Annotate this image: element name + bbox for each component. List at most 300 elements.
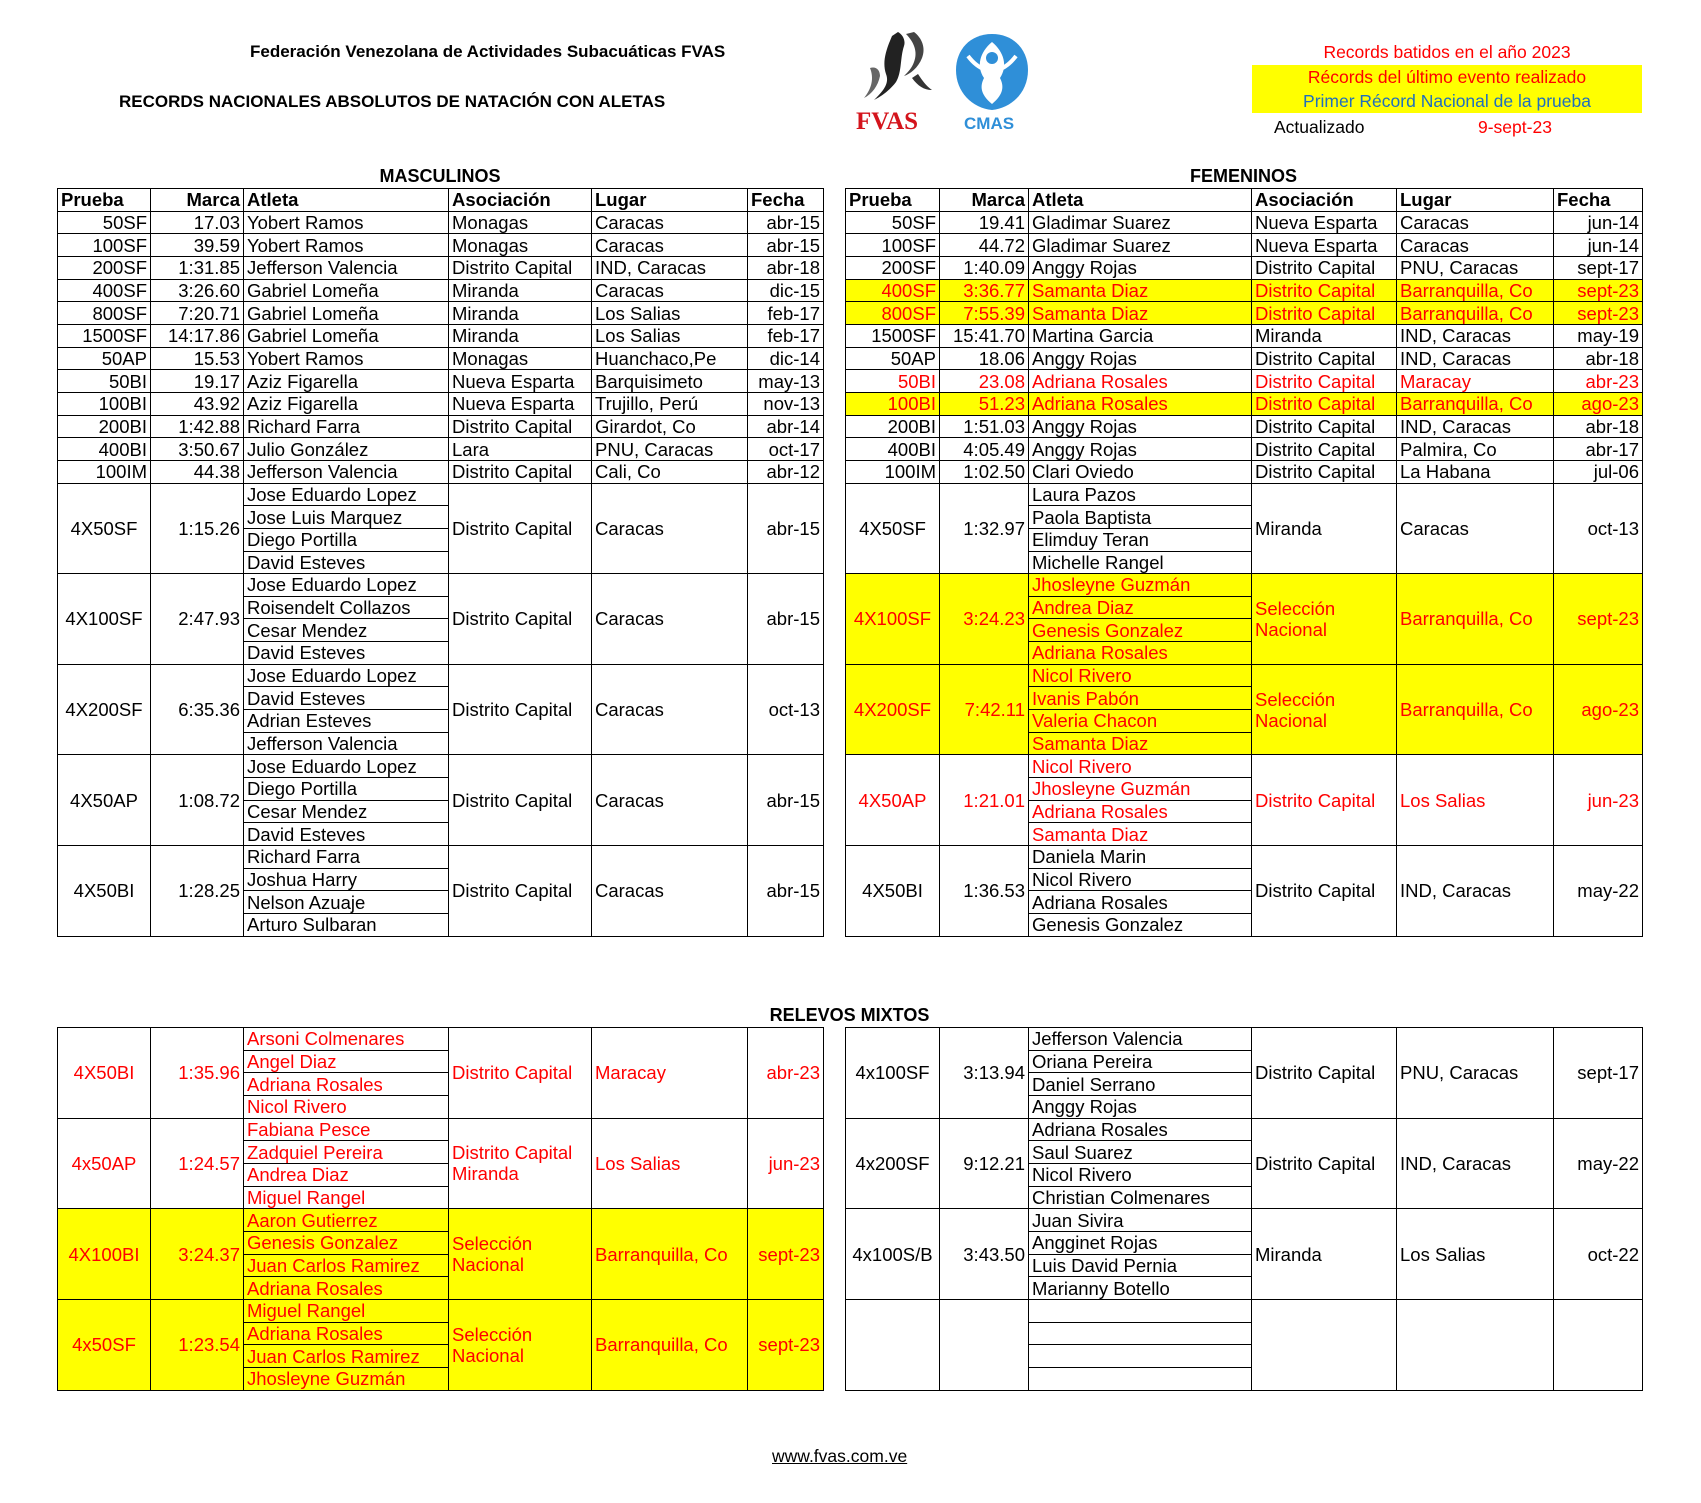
athlete-cell: Adriana Rosales [244,1322,449,1345]
athlete-cell: Nicol Rivero [1029,755,1252,778]
association-line: Nacional [1255,709,1327,731]
association-cell [449,574,592,665]
time-cell: 51.23 [940,392,1029,415]
athlete-cell: Gabriel Lomeña [244,324,449,347]
athlete-cell: Anggy Rojas [1029,438,1252,461]
fvas-logo-text: FVAS [856,108,919,135]
time-cell: 3:43.50 [940,1209,1029,1300]
place-cell: Barranquilla, Co [1397,279,1554,302]
time-cell: 7:20.71 [151,302,244,325]
place-cell: Trujillo, Perú [592,392,748,415]
event-cell: 800SF [58,302,151,325]
place-cell: Caracas [592,846,748,937]
date-cell: jul-06 [1554,460,1643,483]
date-cell: sept-23 [1554,302,1643,325]
athlete-cell: Juan Carlos Ramirez [244,1254,449,1277]
event-cell: 4x200SF [846,1118,940,1209]
date-cell: nov-13 [748,392,824,415]
date-cell: oct-17 [748,438,824,461]
association-cell: Distrito Capital [449,415,592,438]
column-header-time: Marca [151,189,244,212]
column-header-association: Asociación [1252,189,1397,212]
table-row [58,460,824,483]
place-cell: PNU, Caracas [592,438,748,461]
women-records-table [845,188,1643,937]
place-cell: Huanchaco,Pe [592,347,748,370]
date-cell [1554,1299,1643,1390]
table-row [58,302,824,325]
table-row [58,370,824,393]
athlete-cell [1029,1299,1252,1322]
association-cell: Distrito Capital [1252,370,1397,393]
association-line: Miranda [1255,1243,1322,1265]
athlete-cell: Oriana Pereira [1029,1050,1252,1073]
mixed-section-title: RELEVOS MIXTOS [769,1005,930,1025]
updated-date: 9-sept-23 [1478,117,1552,137]
athlete-cell: Yobert Ramos [244,211,449,234]
athlete-cell: Samanta Diaz [1029,302,1252,325]
athlete-cell: Diego Portilla [244,778,449,801]
athlete-cell: Paola Baptista [1029,506,1252,529]
event-cell: 400BI [846,438,940,461]
column-header-date: Fecha [1554,189,1643,212]
athlete-cell: Anggy Rojas [1029,347,1252,370]
association-cell [1252,755,1397,846]
association-cell [449,483,592,574]
date-cell: feb-17 [748,302,824,325]
association-cell [1252,846,1397,937]
association-cell [449,1299,592,1390]
time-cell: 15:41.70 [940,324,1029,347]
athlete-cell: Gabriel Lomeña [244,302,449,325]
date-cell: jun-14 [1554,211,1643,234]
event-cell: 4X100SF [58,574,151,665]
athlete-cell: Michelle Rangel [1029,551,1252,574]
table-row [846,302,1643,325]
time-cell: 18.06 [940,347,1029,370]
relay-row [58,755,824,778]
athlete-cell: Genesis Gonzalez [1029,619,1252,642]
association-line: Selección [452,1323,533,1345]
time-cell: 15.53 [151,347,244,370]
date-cell: may-19 [1554,324,1643,347]
cmas-emblem-icon [950,30,1034,114]
date-cell: jun-14 [1554,234,1643,257]
date-cell: abr-23 [748,1028,824,1119]
page-title: RECORDS NACIONALES ABSOLUTOS DE NATACIÓN CON ALETAS [119,92,666,111]
date-cell: sept-23 [748,1209,824,1300]
column-header-athlete: Atleta [1029,189,1252,212]
relay-row [846,1209,1643,1232]
athlete-cell: Yobert Ramos [244,234,449,257]
time-cell [940,1299,1029,1390]
event-cell: 4X50BI [846,846,940,937]
athlete-cell: Adriana Rosales [1029,370,1252,393]
table-row [846,415,1643,438]
athlete-cell: Jhosleyne Guzmán [1029,778,1252,801]
event-cell: 400SF [846,279,940,302]
place-cell: Caracas [592,211,748,234]
association-line: Selección [452,1233,533,1255]
column-header-place: Lugar [1397,189,1554,212]
time-cell: 3:24.37 [151,1209,244,1300]
athlete-cell: Miguel Rangel [244,1186,449,1209]
athlete-cell: Angginet Rojas [1029,1231,1252,1254]
place-cell: Los Salias [1397,1209,1554,1300]
time-cell: 3:24.23 [940,574,1029,665]
time-cell: 4:05.49 [940,438,1029,461]
association-cell: Distrito Capital [1252,415,1397,438]
association-cell [449,1118,592,1209]
date-cell: abr-23 [1554,370,1643,393]
cmas-logo [950,30,1034,136]
table-row [58,324,824,347]
association-line: Distrito Capital [452,1062,573,1084]
time-cell: 19.17 [151,370,244,393]
association-cell [449,1209,592,1300]
time-cell: 1:23.54 [151,1299,244,1390]
athlete-cell: David Esteves [244,823,449,846]
place-cell: Caracas [592,755,748,846]
place-cell: IND, Caracas [1397,1118,1554,1209]
event-cell: 1500SF [58,324,151,347]
legend-last-event: Récords del último evento realizado [1252,65,1642,89]
date-cell: feb-17 [748,324,824,347]
event-cell: 4X200SF [846,664,940,755]
place-cell: Barranquilla, Co [1397,302,1554,325]
place-cell: Barranquilla, Co [592,1299,748,1390]
athlete-cell: Adriana Rosales [244,1073,449,1096]
athlete-cell: Arsoni Colmenares [244,1028,449,1051]
athlete-cell [1029,1345,1252,1368]
association-cell: Miranda [449,302,592,325]
date-cell: abr-15 [748,211,824,234]
table-row [846,392,1643,415]
time-cell: 43.92 [151,392,244,415]
athlete-cell: Zadquiel Pereira [244,1141,449,1164]
event-cell: 50SF [58,211,151,234]
athlete-cell: Richard Farra [244,415,449,438]
association-cell: Distrito Capital [449,256,592,279]
date-cell: ago-23 [1554,664,1643,755]
date-cell: sept-23 [1554,279,1643,302]
table-row [846,460,1643,483]
place-cell: Caracas [1397,234,1554,257]
time-cell: 1:36.53 [940,846,1029,937]
time-cell: 3:13.94 [940,1028,1029,1119]
association-cell: Distrito Capital [1252,302,1397,325]
athlete-cell: Adriana Rosales [1029,800,1252,823]
relay-row [846,1299,1643,1322]
time-cell: 6:35.36 [151,664,244,755]
association-line: Miranda [452,1163,519,1185]
athlete-cell: Clari Oviedo [1029,460,1252,483]
athlete-cell: Valeria Chacon [1029,710,1252,733]
time-cell: 1:35.96 [151,1028,244,1119]
table-row [58,234,824,257]
athlete-cell: Christian Colmenares [1029,1186,1252,1209]
athlete-cell: Jhosleyne Guzmán [1029,574,1252,597]
event-cell: 4X100BI [58,1209,151,1300]
relay-row [846,483,1643,506]
athlete-cell: Adriana Rosales [1029,1118,1252,1141]
athlete-cell: Samanta Diaz [1029,823,1252,846]
date-cell: oct-13 [748,664,824,755]
time-cell: 1:42.88 [151,415,244,438]
updated-label: Actualizado [1274,117,1365,137]
athlete-cell: Cesar Mendez [244,619,449,642]
men-section-title: MASCULINOS [379,166,501,186]
athlete-cell: Andrea Diaz [244,1163,449,1186]
column-header-place: Lugar [592,189,748,212]
event-cell: 4X200SF [58,664,151,755]
time-cell: 44.72 [940,234,1029,257]
association-cell: Distrito Capital [1252,256,1397,279]
date-cell: abr-15 [748,234,824,257]
date-cell: sept-17 [1554,256,1643,279]
column-header-event: Prueba [846,189,940,212]
table-row [846,347,1643,370]
mixed-relays-left-table [57,1027,824,1391]
athlete-cell: Jefferson Valencia [1029,1028,1252,1051]
place-cell: Caracas [592,279,748,302]
place-cell: IND, Caracas [1397,846,1554,937]
time-cell: 17.03 [151,211,244,234]
date-cell: abr-18 [748,256,824,279]
athlete-cell: Gabriel Lomeña [244,279,449,302]
athlete-cell: Arturo Sulbaran [244,914,449,937]
association-cell: Miranda [449,279,592,302]
athlete-cell: Anggy Rojas [1029,1095,1252,1118]
athlete-cell: Nelson Azuaje [244,891,449,914]
athlete-cell: Fabiana Pesce [244,1118,449,1141]
time-cell: 19.41 [940,211,1029,234]
time-cell: 3:50.67 [151,438,244,461]
date-cell: abr-15 [748,483,824,574]
association-line: Distrito Capital [452,608,573,630]
place-cell: Cali, Co [592,460,748,483]
women-section-title: FEMENINOS [1189,166,1297,186]
place-cell: Los Salias [592,1118,748,1209]
association-cell [1252,483,1397,574]
association-cell: Miranda [1252,324,1397,347]
table-header-row [58,189,824,212]
association-line: Distrito Capital [452,880,573,902]
athlete-cell [1029,1322,1252,1345]
time-cell: 44.38 [151,460,244,483]
relay-row [846,664,1643,687]
place-cell: Caracas [592,234,748,257]
association-line: Selección [1255,688,1336,710]
athlete-cell: Gladimar Suarez [1029,234,1252,257]
athlete-cell: Joshua Harry [244,868,449,891]
table-row [846,279,1643,302]
event-cell: 4x50AP [58,1118,151,1209]
table-row [846,234,1643,257]
association-cell [1252,1118,1397,1209]
column-header-event: Prueba [58,189,151,212]
athlete-cell: Nicol Rivero [1029,664,1252,687]
athlete-cell [1029,1367,1252,1390]
time-cell: 1:08.72 [151,755,244,846]
athlete-cell: Saul Suarez [1029,1141,1252,1164]
date-cell: abr-18 [1554,347,1643,370]
relay-row [58,1118,824,1141]
time-cell: 1:02.50 [940,460,1029,483]
relay-row [846,1118,1643,1141]
athlete-cell: Daniela Marin [1029,846,1252,869]
event-cell: 1500SF [846,324,940,347]
place-cell: PNU, Caracas [1397,256,1554,279]
relay-row [846,846,1643,869]
relay-row [58,1209,824,1232]
time-cell: 7:42.11 [940,664,1029,755]
place-cell: IND, Caracas [1397,324,1554,347]
association-line: Distrito Capital [452,789,573,811]
association-cell [1252,664,1397,755]
date-cell: may-22 [1554,1118,1643,1209]
athlete-cell: Luis David Pernia [1029,1254,1252,1277]
place-cell: Caracas [1397,211,1554,234]
association-cell: Lara [449,438,592,461]
association-cell [449,664,592,755]
athlete-cell: Adriana Rosales [1029,392,1252,415]
website-link[interactable]: www.fvas.com.ve [772,1446,908,1466]
time-cell: 1:51.03 [940,415,1029,438]
association-cell [1252,1299,1397,1390]
time-cell: 23.08 [940,370,1029,393]
date-cell: abr-12 [748,460,824,483]
place-cell: Los Salias [592,302,748,325]
men-records-table [57,188,824,937]
association-cell: Monagas [449,347,592,370]
athlete-cell: Genesis Gonzalez [244,1231,449,1254]
place-cell: IND, Caracas [592,256,748,279]
table-row [58,279,824,302]
place-cell [1397,1299,1554,1390]
cmas-logo-text: CMAS [964,114,1015,133]
place-cell: Caracas [592,483,748,574]
event-cell: 50SF [846,211,940,234]
relay-row [58,846,824,869]
event-cell: 100IM [58,460,151,483]
relay-row [846,574,1643,597]
association-line: Nacional [452,1254,524,1276]
athlete-cell: Jefferson Valencia [244,732,449,755]
athlete-cell: Samanta Diaz [1029,732,1252,755]
table-row [846,438,1643,461]
relay-row [846,755,1643,778]
place-cell: Barranquilla, Co [592,1209,748,1300]
date-cell: abr-15 [748,846,824,937]
date-cell: jun-23 [748,1118,824,1209]
athlete-cell: Laura Pazos [1029,483,1252,506]
date-cell: may-22 [1554,846,1643,937]
time-cell: 1:31.85 [151,256,244,279]
athlete-cell: Jefferson Valencia [244,256,449,279]
table-row [846,324,1643,347]
event-cell: 50BI [846,370,940,393]
date-cell: jun-23 [1554,755,1643,846]
athlete-cell: David Esteves [244,642,449,665]
date-cell: abr-17 [1554,438,1643,461]
athlete-cell: David Esteves [244,687,449,710]
athlete-cell: Martina Garcia [1029,324,1252,347]
association-cell: Distrito Capital [1252,438,1397,461]
athlete-cell: Roisendelt Collazos [244,596,449,619]
association-cell: Monagas [449,211,592,234]
time-cell: 7:55.39 [940,302,1029,325]
athlete-cell: Genesis Gonzalez [1029,914,1252,937]
athlete-cell: Angel Diaz [244,1050,449,1073]
event-cell: 4X50AP [58,755,151,846]
table-row [846,370,1643,393]
athlete-cell: Jose Eduardo Lopez [244,664,449,687]
relay-row [58,1028,824,1051]
event-cell: 100IM [846,460,940,483]
date-cell: abr-14 [748,415,824,438]
event-cell: 800SF [846,302,940,325]
date-cell: abr-15 [748,755,824,846]
place-cell: IND, Caracas [1397,415,1554,438]
date-cell: dic-15 [748,279,824,302]
event-cell: 50AP [846,347,940,370]
time-cell: 1:40.09 [940,256,1029,279]
association-line: Selección [1255,597,1336,619]
fvas-logo [852,28,938,138]
event-cell: 100SF [58,234,151,257]
place-cell: Caracas [1397,483,1554,574]
association-line: Distrito Capital [1255,880,1376,902]
event-cell: 400SF [58,279,151,302]
event-cell: 50AP [58,347,151,370]
date-cell: sept-17 [1554,1028,1643,1119]
place-cell: Barranquilla, Co [1397,574,1554,665]
athlete-cell: Jhosleyne Guzmán [244,1367,449,1390]
table-row [58,211,824,234]
date-cell: oct-13 [1554,483,1643,574]
association-cell: Nueva Esparta [1252,234,1397,257]
athlete-cell: Richard Farra [244,846,449,869]
time-cell: 1:28.25 [151,846,244,937]
event-cell: 4X50SF [58,483,151,574]
table-row [58,256,824,279]
event-cell: 100BI [846,392,940,415]
association-cell: Nueva Esparta [449,392,592,415]
place-cell: Los Salias [592,324,748,347]
athlete-cell: Nicol Rivero [1029,868,1252,891]
date-cell: sept-23 [748,1299,824,1390]
time-cell: 14:17.86 [151,324,244,347]
place-cell: Girardot, Co [592,415,748,438]
athlete-cell: Samanta Diaz [1029,279,1252,302]
association-line: Distrito Capital [452,517,573,539]
event-cell: 4x50SF [58,1299,151,1390]
relay-row [58,664,824,687]
athlete-cell: Jose Eduardo Lopez [244,574,449,597]
association-line: Nacional [1255,618,1327,640]
table-row [846,256,1643,279]
time-cell: 1:32.97 [940,483,1029,574]
event-cell: 100SF [846,234,940,257]
athlete-cell: Cesar Mendez [244,800,449,823]
table-row [58,347,824,370]
date-cell: may-13 [748,370,824,393]
date-cell: abr-18 [1554,415,1643,438]
place-cell: IND, Caracas [1397,347,1554,370]
association-cell [1252,1028,1397,1119]
athlete-cell: David Esteves [244,551,449,574]
